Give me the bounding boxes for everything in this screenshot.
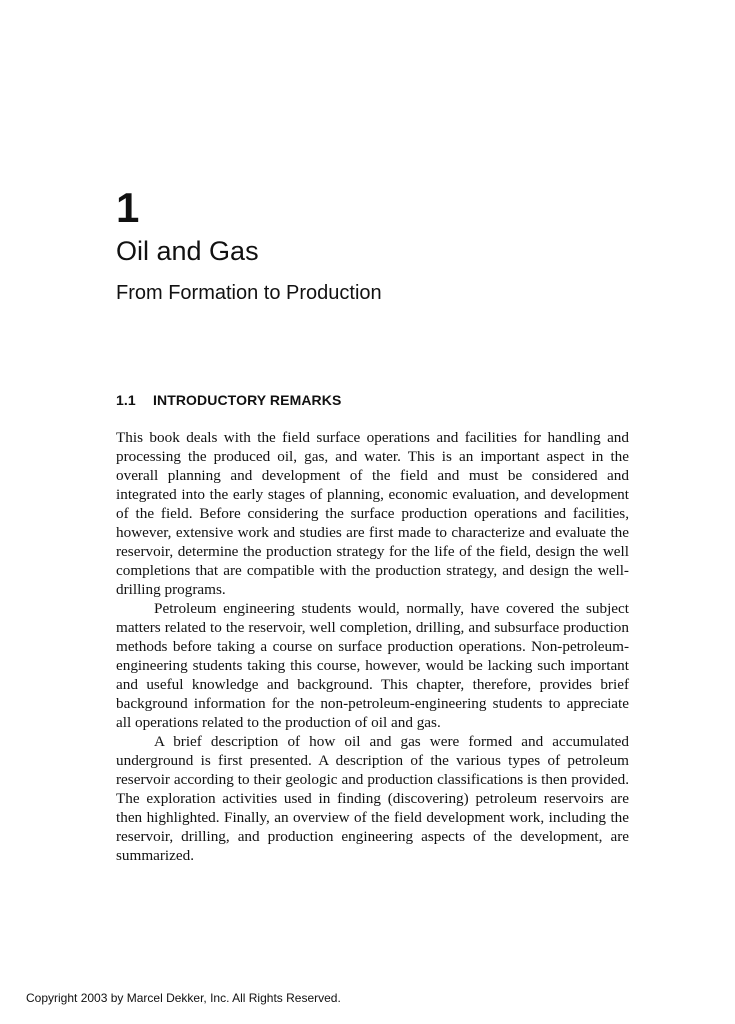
chapter-number: 1 bbox=[116, 184, 140, 231]
copyright-footer: Copyright 2003 by Marcel Dekker, Inc. All Rights Reserved. bbox=[26, 991, 341, 1005]
paragraph-3: A brief description of how oil and gas were formed and accumulated underground is first presented. A description of the various types of petroleum reservoir according to their geologic and production classifications is then provided. The exploration activities used in finding (discovering) petroleum reservoirs are then highlighted. Finally, an overview of the field development work, including the reservoir, drilling, and production engineering aspects of the development, are summarized. bbox=[116, 733, 629, 864]
chapter-subtitle: From Formation to Production bbox=[116, 282, 382, 304]
chapter-title: Oil and Gas bbox=[116, 236, 259, 266]
section-heading bbox=[116, 390, 341, 410]
paragraph-1: This book deals with the field surface operations and facilities for handling and processing the produced oil, gas, and water. This is an important aspect in the overall planning and development of the field and must be considered and integrated into the early stages of planning, economic evaluation, and development of the field. Before considering the surface production operations and facilities, however, extensive work and studies are first made to characterize and evaluate the reservoir, determine the production strategy for the life of the field, design the well completions that are compatible with the production strategy, and design the well-drilling programs. bbox=[116, 429, 629, 598]
section-title: INTRODUCTORY REMARKS bbox=[153, 392, 342, 408]
body-text bbox=[116, 428, 629, 865]
section-number: 1.1 bbox=[116, 392, 136, 408]
paragraph-2: Petroleum engineering students would, normally, have covered the subject matters related to the reservoir, well completion, drilling, and subsurface production methods before taking a course on surface production operations. Non-petroleum-engineering students taking this course, however, would be lacking such important and useful knowledge and background. This chapter, therefore, provides brief background information for the non-petroleum-engineering students to appreciate all operations related to the production of oil and gas. bbox=[116, 600, 629, 731]
